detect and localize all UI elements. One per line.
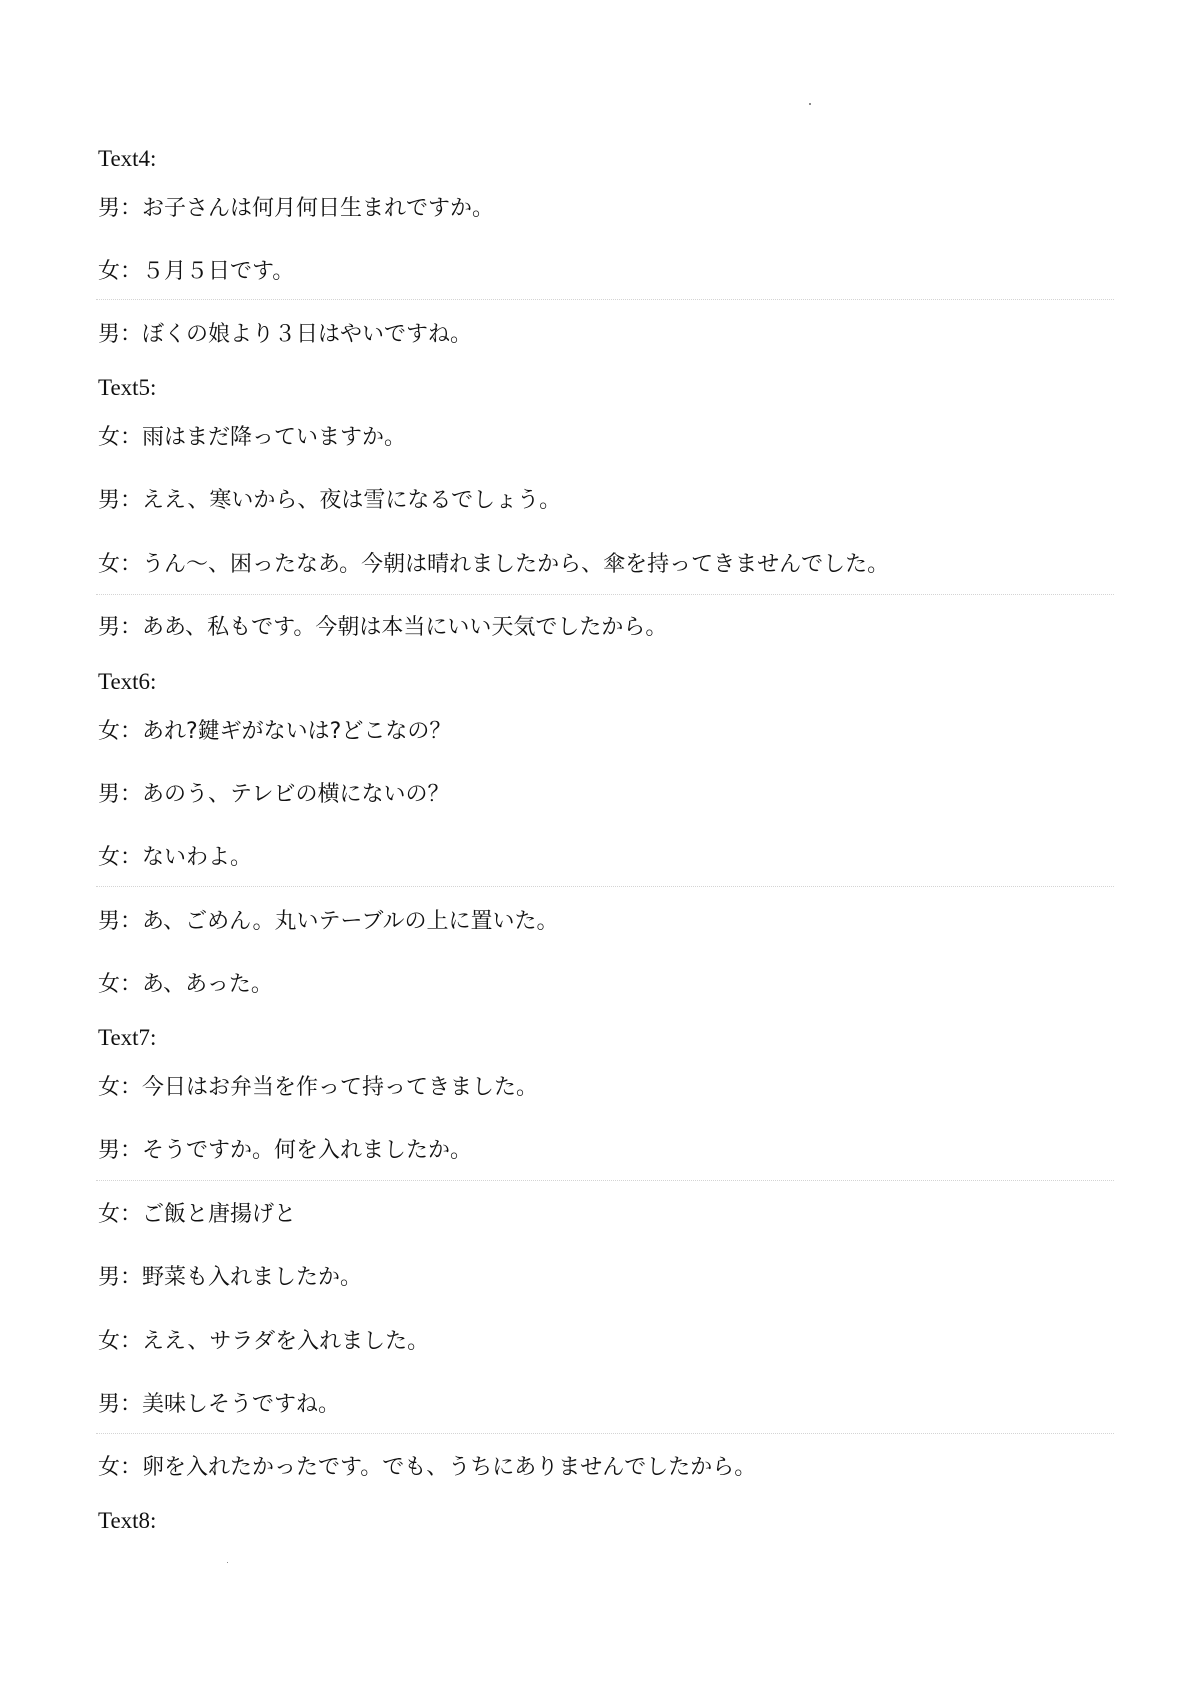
dotted-divider [96, 1180, 1114, 1181]
section-heading-text5: Text5: [98, 375, 157, 400]
dialogue-line: 女：あれ?鍵ギがないは?どこなの？ [98, 719, 452, 744]
dialogue-line: 女：卵を入れたかったです。でも、うちにありませんでしたから。 [98, 1455, 757, 1480]
dialogue-line: 男：美味しそうですね。 [98, 1392, 341, 1417]
dialogue-line: 男：ええ、寒いから、夜は雪になるでしょう。 [98, 488, 562, 513]
section-heading-text4: Text4: [98, 146, 157, 171]
dialogue-line: 女：あ、あった。 [98, 972, 273, 997]
dialogue-line: 男：ああ、私もです。今朝は本当にいい天気でしたから。 [98, 615, 668, 640]
section-heading-text8: Text8: [98, 1508, 157, 1533]
dialogue-line: 女：雨はまだ降っていますか。 [98, 425, 407, 450]
dialogue-line: 女：ご飯と唐揚げと [98, 1202, 297, 1227]
dotted-divider [96, 886, 1114, 887]
dialogue-line: 男：ぼくの娘より３日はやいですね。 [98, 322, 473, 347]
dialogue-line: 女：ええ、サラダを入れました。 [98, 1329, 430, 1354]
dialogue-line: 女：５月５日です。 [98, 259, 295, 284]
dialogue-line: 男：あのう、テレビの横にないの？ [98, 782, 450, 807]
dialogue-line: 女：今日はお弁当を作って持ってきました。 [98, 1075, 539, 1100]
dotted-divider [96, 299, 1114, 300]
dotted-divider [96, 594, 1114, 595]
scan-speck [809, 103, 811, 105]
scan-speck [227, 1562, 228, 1563]
dialogue-line: 男：あ、ごめん。丸いテーブルの上に置いた。 [98, 909, 559, 934]
dialogue-line: 女：ないわよ。 [98, 845, 253, 870]
dialogue-line: 男：野菜も入れましたか。 [98, 1265, 363, 1290]
section-heading-text7: Text7: [98, 1025, 157, 1050]
dialogue-line: 女：うん～、困ったなあ。今朝は晴れましたから、傘を持ってきませんでした。 [98, 552, 890, 577]
dialogue-line: 男：お子さんは何月何日生まれですか。 [98, 196, 495, 221]
dotted-divider [96, 1433, 1114, 1434]
dialogue-line: 男：そうですか。何を入れましたか。 [98, 1138, 473, 1163]
section-heading-text6: Text6: [98, 669, 157, 694]
